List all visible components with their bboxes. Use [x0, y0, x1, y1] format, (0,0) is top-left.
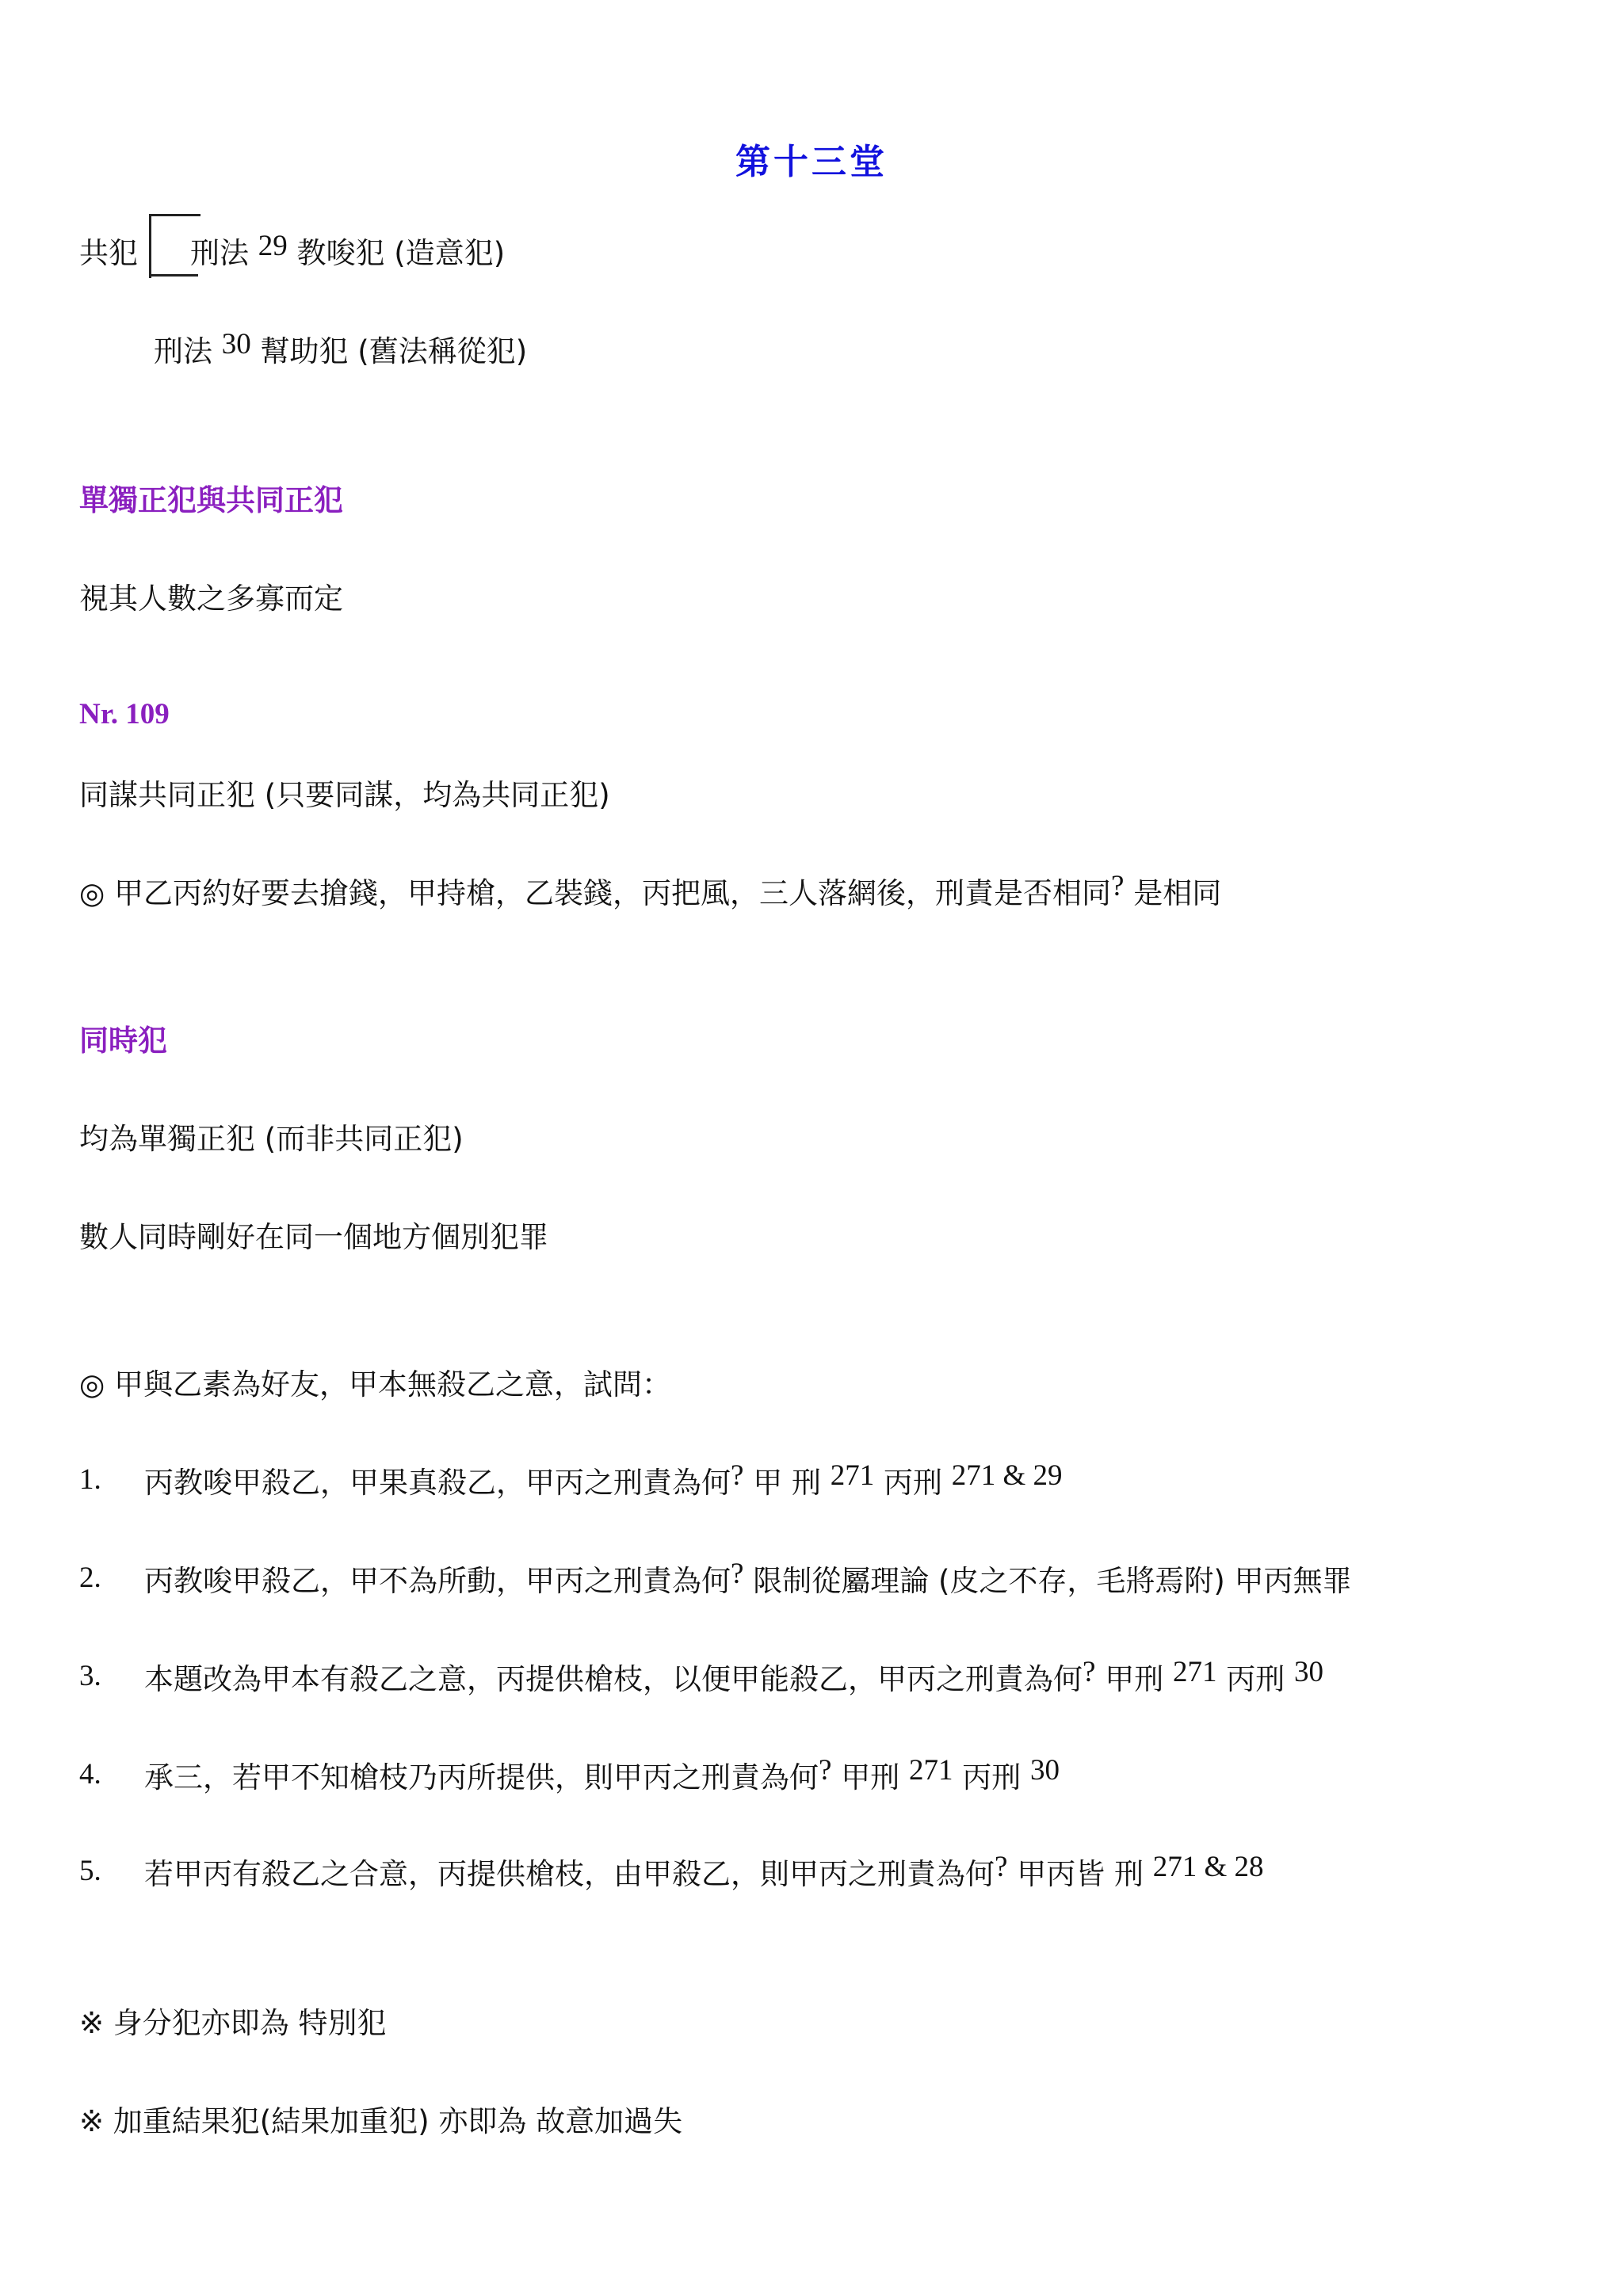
question-number: 5. — [79, 1855, 101, 1887]
heading-principal-offenders: 單獨正犯與共同正犯 — [79, 483, 343, 517]
question-item: 丙教唆甲殺乙，甲不為所動，甲丙之刑責為何? 限制從屬理論 (皮之不存，毛將焉附) 甲丙無罪 — [144, 1558, 1352, 1598]
section3-line1: 均為單獨正犯 (而非共同正犯) — [79, 1122, 464, 1156]
question-item: 本題改為甲本有殺乙之意，丙提供槍枝，以便甲能殺乙，甲丙之刑責為何? 甲刑 271 丙刑 30 — [144, 1656, 1323, 1696]
question-item: 承三，若甲不知槍枝乃丙所提供，則甲丙之刑責為何? 甲刑 271 丙刑 30 — [144, 1754, 1060, 1794]
bracket-foot — [149, 274, 198, 277]
question-number: 3. — [79, 1660, 101, 1692]
branch-accessory: 刑法 30 幫助犯 (舊法稱從犯) — [154, 328, 528, 368]
heading-simultaneous-offenders: 同時犯 — [79, 1024, 167, 1058]
heading-nr: Nr. 109 — [79, 698, 170, 730]
question-intro: ◎ 甲與乙素為好友，甲本無殺乙之意，試問： — [79, 1367, 672, 1402]
section2-line2: ◎ 甲乙丙約好要去搶錢，甲持槍，乙裝錢，丙把風，三人落網後，刑責是否相同? 是相同 — [79, 870, 1222, 910]
question-number: 4. — [79, 1758, 101, 1791]
branch-instigator: 刑法 29 教唆犯 (造意犯) — [190, 230, 506, 270]
note-item: ※ 身分犯亦即為 特別犯 — [79, 2006, 387, 2040]
question-item: 丙教唆甲殺乙，甲果真殺乙，甲丙之刑責為何? 甲 刑 271 丙刑 271 & 29 — [144, 1459, 1063, 1500]
co-offender-label: 共犯 — [79, 236, 138, 270]
question-number: 2. — [79, 1562, 101, 1594]
section2-line1: 同謀共同正犯 (只要同謀，均為共同正犯) — [79, 778, 610, 812]
question-number: 1. — [79, 1463, 101, 1496]
question-item: 若甲丙有殺乙之合意，丙提供槍枝，由甲殺乙，則甲丙之刑責為何? 甲丙皆 刑 271 & 28 — [144, 1851, 1264, 1891]
note-item: ※ 加重結果犯(結果加重犯) 亦即為 故意加過失 — [79, 2104, 683, 2138]
section3-line2: 數人同時剛好在同一個地方個別犯罪 — [79, 1220, 548, 1254]
section1-text: 視其人數之多寡而定 — [79, 582, 343, 616]
page-title: 第十三堂 — [735, 142, 888, 182]
